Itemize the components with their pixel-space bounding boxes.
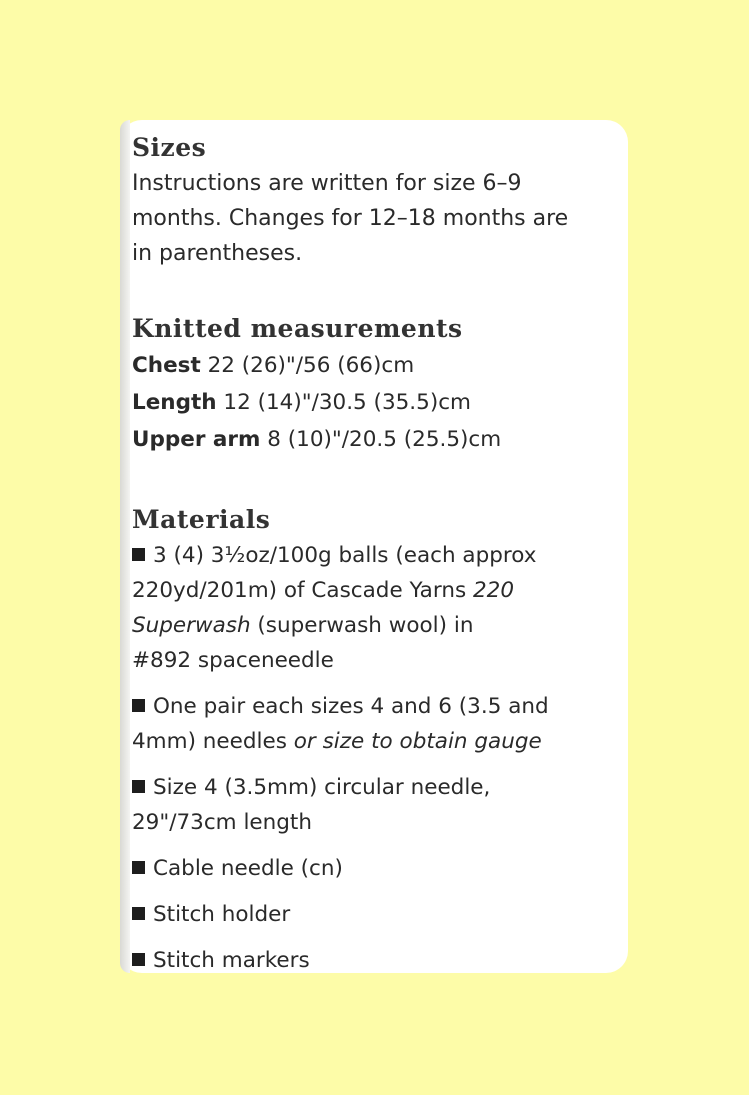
material-stitch-holder: Stitch holder [132,897,628,932]
sizes-heading: Sizes [132,133,207,162]
measurement-value: 22 (26)"/56 (66)cm [200,353,415,378]
square-bullet-icon [132,548,145,561]
material-needles: One pair each sizes 4 and 6 (3.5 and 4mm) needles or size to obtain gauge [132,694,549,754]
material-yarn: 3 (4) 3½oz/100g balls (each approx 220yd/201m) of Cascade Yarns 220 Superwash (superwash wool) in #892 spaceneedle [132,543,537,673]
square-bullet-icon [132,861,145,874]
measurement-label: Upper arm [132,427,261,452]
materials-heading: Materials [132,505,271,534]
measurement-value: 12 (14)"/30.5 (35.5)cm [216,390,471,415]
measurements-heading: Knitted measurements [132,314,463,343]
measurement-label: Length [132,390,217,415]
square-bullet-icon [132,907,145,920]
sizes-line: months. Changes for 12–18 months are [132,206,569,231]
square-bullet-icon [132,699,145,712]
measurement-length [132,384,628,421]
pattern-info-panel [120,120,628,973]
measurement-label: Chest [132,353,201,378]
material-stitch-markers: Stitch markers [132,943,628,978]
measurement-chest [132,347,628,384]
measurement-value: 8 (10)"/20.5 (25.5)cm [260,427,502,452]
material-circular-needle: Size 4 (3.5mm) circular needle, 29"/73cm length [132,775,491,835]
sizes-line: Instructions are written for size 6–9 [132,171,522,196]
material-cable-needle: Cable needle (cn) [132,851,628,886]
square-bullet-icon [132,953,145,966]
measurement-upper-arm [132,421,628,458]
square-bullet-icon [132,780,145,793]
sizes-line: in parentheses. [132,241,303,266]
